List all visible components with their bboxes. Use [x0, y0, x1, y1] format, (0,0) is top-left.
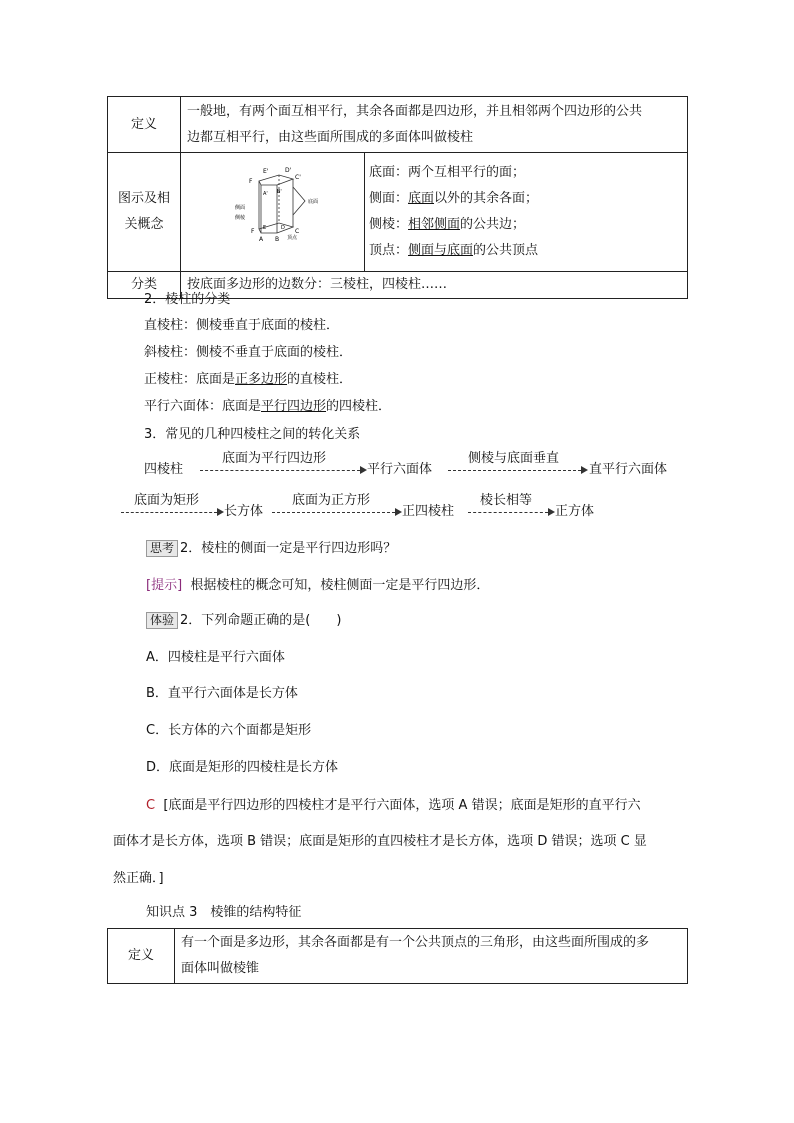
- flow-arrowhead-2: [581, 466, 588, 474]
- flow-cond-equal-edges: 棱长相等: [480, 493, 533, 508]
- fig-label-f-prime: F: [249, 178, 253, 185]
- option-b: B．直平行六面体是长方体: [146, 686, 298, 701]
- fig-label-lateral-edge: 侧棱: [235, 215, 246, 221]
- regular-prism-line: 正棱柱：底面是正多边形的直棱柱．: [144, 372, 353, 387]
- flow-arrow-3: [121, 512, 217, 513]
- figure-label: 图示及相 关概念: [108, 153, 181, 272]
- option-a: A．四棱柱是平行六面体: [146, 650, 285, 665]
- fig-label-d-prime: D': [285, 167, 292, 174]
- flow-node-cube: 正方体: [555, 504, 595, 519]
- explanation-line-3: 然正确．]: [113, 871, 164, 886]
- fig-label-c: C: [295, 228, 300, 235]
- fig-label-base: 底面: [308, 199, 319, 205]
- answer-letter: C: [146, 798, 156, 813]
- pyramid-definition-label: 定义: [108, 929, 175, 984]
- prism-figure-cell: [181, 153, 365, 272]
- right-prism-line: 直棱柱：侧棱垂直于底面的棱柱．: [144, 318, 340, 333]
- section-3-heading: 3．常见的几种四棱柱之间的转化关系: [144, 427, 361, 442]
- option-c: C．长方体的六个面都是矩形: [146, 723, 312, 738]
- exp-badge: 体验: [146, 612, 178, 629]
- flow-node-quad-prism: 四棱柱: [144, 462, 184, 477]
- definition-label: 定义: [108, 97, 181, 153]
- option-d: D．底面是矩形的四棱柱是长方体: [146, 760, 339, 775]
- classification-label: 分类: [108, 272, 181, 299]
- fig-label-f: F: [251, 228, 255, 235]
- tip-label: [提示]: [146, 578, 183, 593]
- flow-cond-parallelogram-base: 底面为平行四边形: [222, 451, 327, 466]
- explanation-line-1: C [底面是平行四边形的四棱柱才是平行六面体，选项 A 错误；底面是矩形的直平行六: [146, 798, 641, 813]
- concept-lateral-edge: 侧棱：相邻侧面的公共边；: [369, 217, 526, 232]
- classification-text: 按底面多边形的边数分：三棱柱，四棱柱……: [181, 272, 688, 299]
- flow-arrow-2: [448, 470, 581, 471]
- fig-label-e: E: [263, 225, 267, 231]
- flow-node-cuboid: 长方体: [224, 504, 264, 519]
- fig-label-a: A: [259, 236, 264, 243]
- concept-vertex: 顶点：侧面与底面的公共顶点: [369, 243, 539, 258]
- oblique-prism-line: 斜棱柱：侧棱不垂直于底面的棱柱．: [144, 345, 353, 360]
- flow-arrow-4: [272, 512, 395, 513]
- flow-arrow-1: [200, 470, 360, 471]
- fig-label-b: B: [275, 236, 280, 243]
- parallelepiped-line: 平行六面体：底面是平行四边形的四棱柱．: [144, 399, 392, 414]
- fig-label-vertex: 顶点: [287, 235, 298, 241]
- flow-arrowhead-4: [395, 508, 402, 516]
- fig-label-d: D: [281, 225, 285, 231]
- definition-text: 一般地，有两个面互相平行，其余各面都是四边形，并且相邻两个四边形的公共 边都互相平行，由这些面所围成的多面体叫做棱柱: [181, 97, 688, 153]
- prism-table: [107, 96, 688, 299]
- explanation-line-2: 面体才是长方体，选项 B 错误；底面是矩形的直四棱柱才是长方体，选项 D 错误；选项 C 显: [113, 834, 647, 849]
- section-4-heading: 知识点 3 棱锥的结构特征: [146, 905, 302, 920]
- prism-figure: [181, 153, 364, 261]
- flow-node-parallelepiped: 平行六面体: [367, 462, 433, 477]
- concept-side-face: 侧面：底面以外的其余各面；: [369, 191, 539, 206]
- pyramid-table: [107, 928, 688, 984]
- fig-label-e-prime: E': [263, 168, 269, 175]
- flow-arrowhead-1: [360, 466, 367, 474]
- flow-arrowhead-3: [217, 508, 224, 516]
- think-question: 思考 2．棱柱的侧面一定是平行四边形吗？: [146, 539, 396, 559]
- fig-label-c-prime: C': [295, 174, 301, 181]
- fig-label-side-face: 侧面: [235, 205, 246, 211]
- flow-cond-perpendicular: 侧棱与底面垂直: [468, 451, 560, 466]
- exp-question: 体验 2．下列命题正确的是( ): [146, 611, 341, 631]
- section-2-heading: 2．棱柱的分类: [144, 292, 231, 307]
- flow-cond-square-base: 底面为正方形: [292, 493, 371, 508]
- flow-node-right-parallelepiped: 直平行六面体: [589, 462, 668, 477]
- fig-label-a-prime: A': [263, 191, 268, 197]
- flow-arrowhead-5: [548, 508, 555, 516]
- flow-cond-rectangle-base: 底面为矩形: [134, 493, 200, 508]
- think-tip: [提示] 根据棱柱的概念可知，棱柱侧面一定是平行四边形．: [146, 578, 490, 593]
- fig-label-b-prime: B': [277, 189, 282, 195]
- concepts-cell: [365, 153, 688, 272]
- think-badge: 思考: [146, 540, 178, 557]
- concept-base: 底面：两个互相平行的面；: [369, 165, 526, 180]
- flow-arrow-5: [468, 512, 548, 513]
- pyramid-definition-text: 有一个面是多边形，其余各面都是有一个公共顶点的三角形，由这些面所围成的多 面体叫做棱锥: [175, 929, 688, 984]
- flow-node-regular-quad-prism: 正四棱柱: [402, 504, 455, 519]
